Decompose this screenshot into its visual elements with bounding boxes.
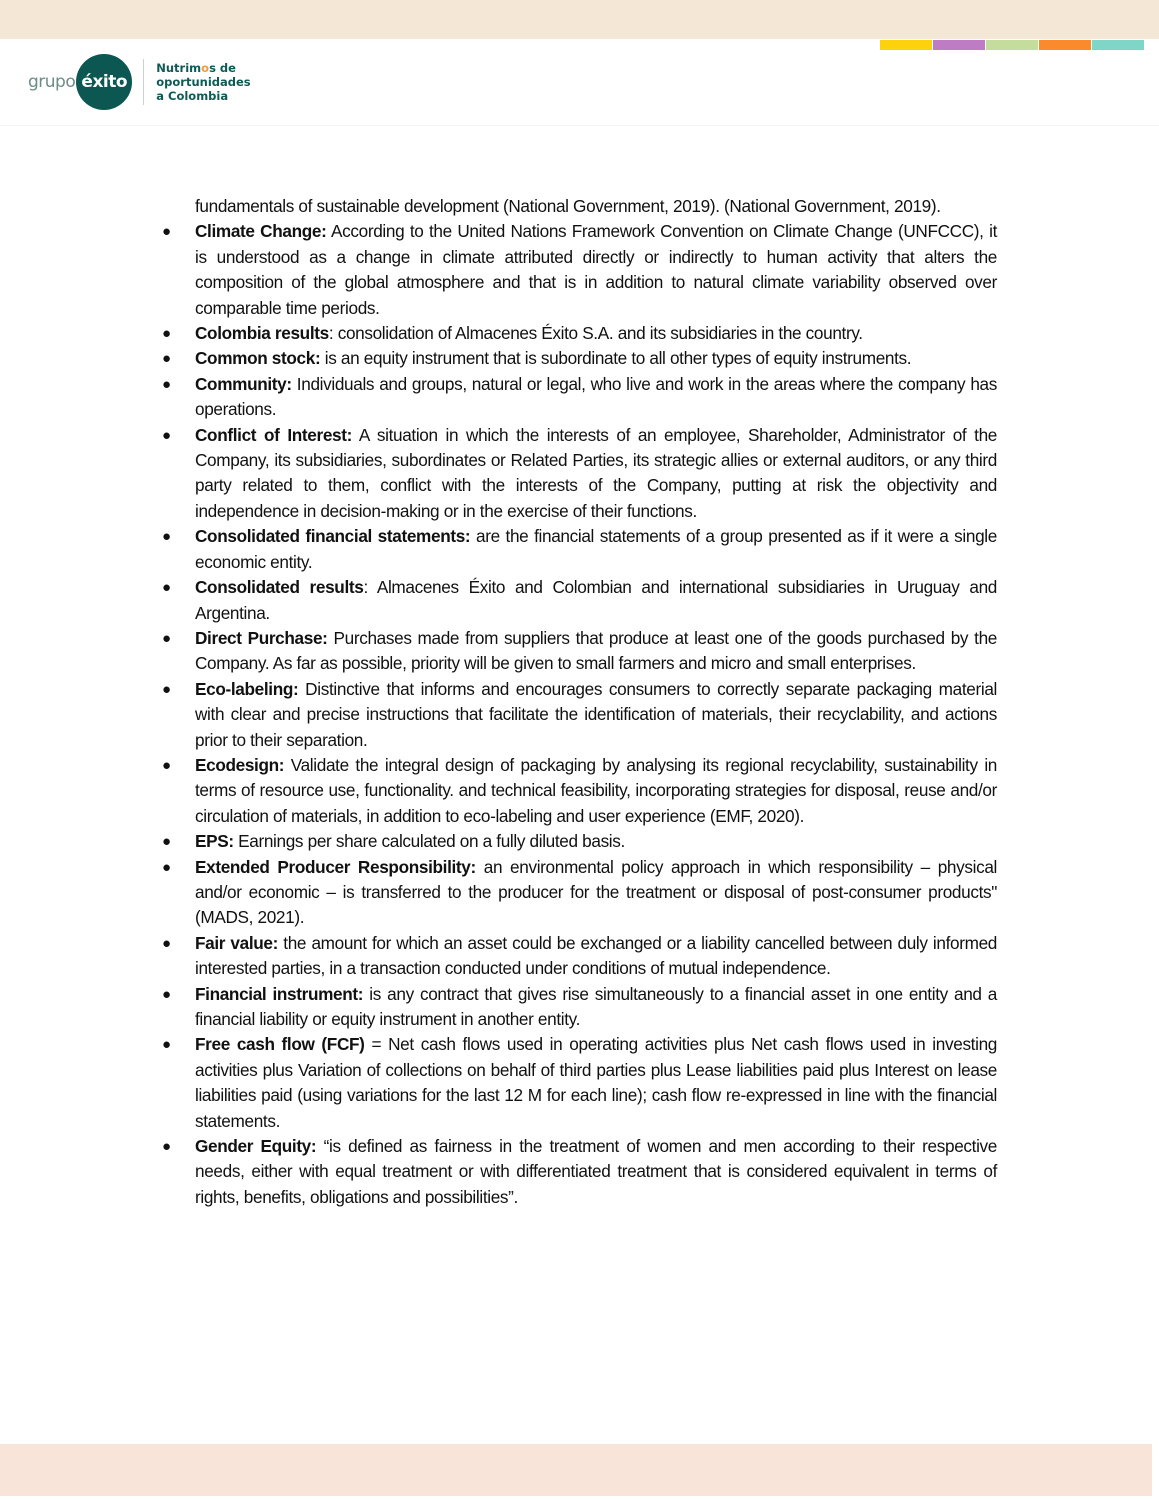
glossary-definition: A situation in which the interests of an employee, Shareholder, Administrator of the Company, its subsidiaries, subordinates or Related Parties, its strategic allies or external auditors, or any third party related to them, conflict with the interests of the Company, putting at risk the objectivity and independence in decision-making or in the exercise of their functions. bbox=[195, 424, 997, 521]
glossary-definition: an environmental policy approach in which responsibility – physical and/or economic – is transferred to the producer for the treatment or disposal of post-consumer products" (MADS, 2021). bbox=[195, 856, 997, 928]
bullet-icon: ● bbox=[162, 325, 171, 343]
glossary-definition: According to the United Nations Framework Convention on Climate Change (UNFCCC), it is understood as a change in climate attributed directly or indirectly to human activity that alters the composition of the global atmosphere and that is in addition to natural climate variability observed over comparable time periods. bbox=[195, 221, 997, 318]
glossary-definition: Earnings per share calculated on a fully diluted basis. bbox=[233, 831, 625, 852]
glossary-entry bbox=[162, 1032, 997, 1134]
glossary-entry bbox=[162, 1134, 997, 1210]
glossary-entry bbox=[162, 677, 997, 753]
logo-tagline bbox=[156, 61, 250, 103]
bullet-icon: ● bbox=[162, 579, 171, 597]
glossary-entry bbox=[162, 575, 997, 626]
glossary-content bbox=[162, 194, 997, 1210]
glossary-term: Financial instrument: bbox=[195, 983, 364, 1004]
top-band bbox=[0, 0, 1159, 39]
header-divider bbox=[0, 125, 1159, 126]
glossary-definition: : consolidation of Almacenes Éxito S.A. and its subsidiaries in the country. bbox=[328, 323, 863, 344]
color-bar-teal bbox=[1092, 40, 1144, 50]
tagline-line-2: oportunidades bbox=[156, 75, 251, 89]
glossary-entry bbox=[162, 524, 997, 575]
glossary-definition: : Almacenes Éxito and Colombian and international subsidiaries in Uruguay and Argentina. bbox=[195, 577, 997, 623]
color-bar-orange bbox=[1039, 40, 1091, 50]
glossary-definition: is an equity instrument that is subordinate to all other types of equity instruments. bbox=[320, 348, 912, 369]
glossary-term: Direct Purchase: bbox=[195, 627, 328, 648]
bullet-icon: ● bbox=[162, 1138, 171, 1156]
glossary-definition: “is defined as fairness in the treatment of women and men according to their respective needs, either with equal treatment or with differentiated treatment that is considered equivalent in terms of rights, benefits, obligations and possibilities”. bbox=[195, 1136, 997, 1207]
bullet-icon: ● bbox=[162, 528, 171, 546]
bullet-icon: ● bbox=[162, 833, 171, 851]
bullet-icon: ● bbox=[162, 985, 171, 1003]
glossary-entry bbox=[162, 626, 997, 677]
glossary-term: Extended Producer Responsibility: bbox=[195, 856, 476, 877]
glossary-entry bbox=[162, 753, 997, 829]
color-bar-yellow bbox=[880, 40, 932, 50]
glossary-definition: the amount for which an asset could be exchanged or a liability cancelled between duly informed interested parties, in a transaction conducted under conditions of mutual independence. bbox=[195, 932, 997, 979]
glossary-term: Conflict of Interest: bbox=[195, 424, 352, 445]
bullet-icon: ● bbox=[162, 350, 171, 368]
logo-grupo-text: grupo bbox=[28, 72, 76, 92]
bullet-icon: ● bbox=[162, 1036, 171, 1054]
glossary-term: Common stock: bbox=[195, 348, 321, 369]
glossary-entry bbox=[162, 931, 997, 982]
tagline-line-3: a Colombia bbox=[156, 89, 229, 103]
glossary-term: Gender Equity: bbox=[195, 1136, 317, 1157]
glossary-term: EPS: bbox=[195, 831, 234, 852]
glossary-term: Community: bbox=[195, 373, 292, 394]
bullet-icon: ● bbox=[162, 680, 171, 698]
glossary-definition: is any contract that gives rise simultaneously to a financial asset in one entity and a financial liability or equity instrument in another entity. bbox=[195, 983, 997, 1029]
tagline-accent-letter: o bbox=[201, 61, 210, 75]
logo-divider bbox=[143, 59, 144, 105]
glossary-entry bbox=[162, 982, 997, 1033]
continuation-paragraph: fundamentals of sustainable development (National Government, 2019). (National Government, 2019). bbox=[195, 196, 941, 216]
glossary-definition: are the financial statements of a group presented as if it were a single economic entity. bbox=[195, 526, 997, 572]
glossary-definition: Individuals and groups, natural or legal, who live and work in the areas where the company has operations. bbox=[195, 373, 997, 420]
glossary-term: Eco-labeling: bbox=[195, 678, 299, 699]
bullet-icon: ● bbox=[162, 756, 171, 774]
color-bars bbox=[880, 40, 1144, 50]
color-bar-green bbox=[986, 40, 1038, 50]
bullet-icon: ● bbox=[162, 629, 171, 647]
glossary-definition: Validate the integral design of packaging by analysing its regional recyclability, sustainability in terms of resource use, functionality. and technical feasibility, incorporating strategies for disposal, reuse and/or circulation of materials, in addition to eco-labeling and user experience (EMF, 2020). bbox=[195, 754, 997, 826]
glossary-definition: Purchases made from suppliers that produce at least one of the goods purchased by the Company. As far as possible, priority will be given to small farmers and micro and small enterprises. bbox=[195, 627, 997, 674]
tagline-text: s de bbox=[209, 61, 236, 75]
glossary-term: Consolidated results bbox=[195, 577, 364, 598]
glossary-definition: Distinctive that informs and encourages consumers to correctly separate packaging material with clear and precise instructions that facilitate the identification of materials, their recyclability, and actions prior to their separation. bbox=[195, 678, 997, 750]
footer-band bbox=[0, 1444, 1152, 1496]
bullet-icon: ● bbox=[162, 375, 171, 393]
glossary-term: Climate Change: bbox=[195, 221, 327, 242]
tagline-line-1 bbox=[156, 61, 250, 75]
logo-exito-circle bbox=[76, 54, 132, 110]
glossary-term: Colombia results bbox=[195, 323, 329, 344]
glossary-term: Consolidated financial statements: bbox=[195, 526, 471, 547]
glossary-term: Fair value: bbox=[195, 932, 278, 953]
glossary-term: Ecodesign: bbox=[195, 754, 285, 775]
bullet-icon: ● bbox=[162, 858, 171, 876]
tagline-text: Nutrim bbox=[156, 61, 202, 75]
glossary-entry bbox=[162, 321, 997, 346]
glossary-entry bbox=[162, 219, 997, 321]
grupo-exito-logo bbox=[28, 53, 251, 111]
glossary-entry bbox=[162, 423, 997, 525]
glossary-entry bbox=[162, 829, 997, 854]
glossary-entry bbox=[162, 372, 997, 423]
logo-brand-text: éxito bbox=[81, 72, 128, 92]
glossary-definition: = Net cash flows used in operating activities plus Net cash flows used in investing activities plus Variation of collections on behalf of third parties plus Lease liabilities paid plus Interest on lease liabilities paid (using variations for the last 12 M for each line); cash flow re-expressed in line with the financial statements. bbox=[195, 1034, 997, 1131]
glossary-entry bbox=[162, 855, 997, 931]
glossary-list bbox=[162, 219, 997, 1210]
color-bar-purple bbox=[933, 40, 985, 50]
bullet-icon: ● bbox=[162, 223, 171, 241]
bullet-icon: ● bbox=[162, 934, 171, 952]
glossary-entry bbox=[162, 346, 997, 371]
bullet-icon: ● bbox=[162, 426, 171, 444]
glossary-term: Free cash flow (FCF) bbox=[195, 1034, 365, 1055]
